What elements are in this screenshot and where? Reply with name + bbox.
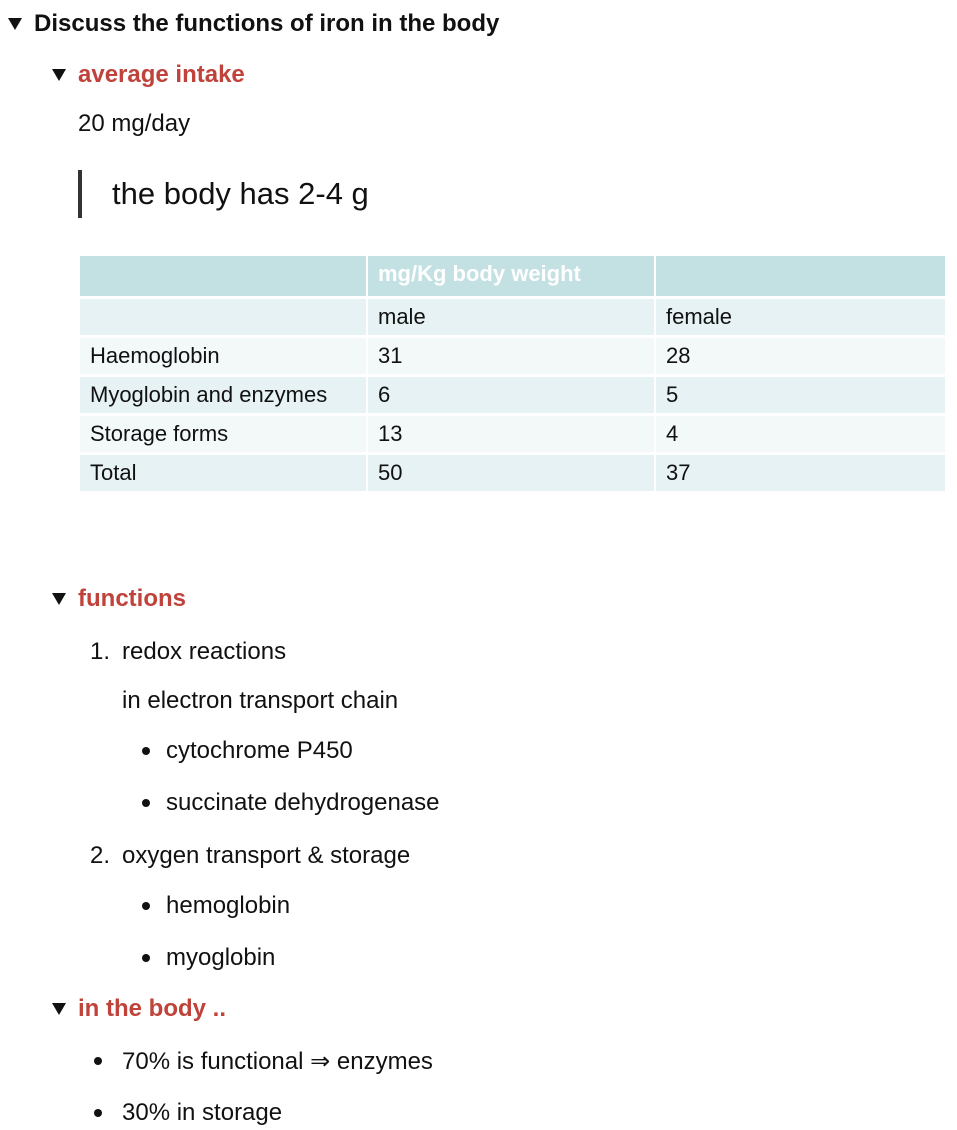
function-item-label: oxygen transport & storage [122,842,411,869]
table-header-cell [80,256,367,298]
table-cell: Total [80,454,367,493]
table-subheader-row [80,298,946,337]
bullet-icon [142,954,150,962]
list-number: 1. [90,638,111,665]
table-cell: 28 [655,337,946,376]
toggle-triangle-icon[interactable] [52,593,66,605]
main-toggle[interactable] [8,10,499,38]
table-header-row [80,256,946,298]
intake-toggle[interactable] [52,61,245,89]
page-title: Discuss the functions of iron in the body [34,10,500,37]
list-number: 2. [90,842,111,869]
toggle-triangle-icon[interactable] [8,18,22,30]
table-row [80,376,946,415]
toggle-triangle-icon[interactable] [52,69,66,81]
table-row [80,454,946,493]
table-cell [80,298,367,337]
list-item: 30% in storage [122,1099,283,1126]
bullet-icon [94,1057,102,1065]
body-heading: in the body .. [78,995,226,1022]
bullet-icon [142,799,150,807]
list-item: succinate dehydrogenase [166,789,440,816]
intake-heading: average intake [78,61,245,88]
table-cell: 37 [655,454,946,493]
table-cell: 31 [367,337,655,376]
table-header-cell [655,256,946,298]
table-cell: Storage forms [80,415,367,454]
table-row [80,415,946,454]
functions-toggle[interactable] [52,585,186,613]
table-cell: 13 [367,415,655,454]
function-item-label: redox reactions [122,638,287,665]
list-item: cytochrome P450 [166,737,353,764]
bullet-icon [94,1109,102,1117]
functions-heading: functions [78,585,186,612]
table-cell: male [367,298,655,337]
list-item: 70% is functional ⇒ enzymes [122,1048,433,1075]
table-cell: 4 [655,415,946,454]
table-cell: 6 [367,376,655,415]
function-item-subtext: in electron transport chain [122,687,399,714]
quote-block [78,170,369,218]
table-cell: Haemoglobin [80,337,367,376]
table-header-cell: mg/Kg body weight [367,256,655,298]
table-row [80,337,946,376]
list-item: myoglobin [166,944,276,971]
intake-value: 20 mg/day [78,110,191,137]
table-cell: 5 [655,376,946,415]
toggle-triangle-icon[interactable] [52,1003,66,1015]
body-toggle[interactable] [52,995,226,1023]
iron-table [80,256,946,494]
table-cell: 50 [367,454,655,493]
bullet-icon [142,747,150,755]
bullet-icon [142,902,150,910]
list-item: hemoglobin [166,892,291,919]
table-cell: female [655,298,946,337]
table-cell: Myoglobin and enzymes [80,376,367,415]
quote-text: the body has 2-4 g [112,176,369,211]
